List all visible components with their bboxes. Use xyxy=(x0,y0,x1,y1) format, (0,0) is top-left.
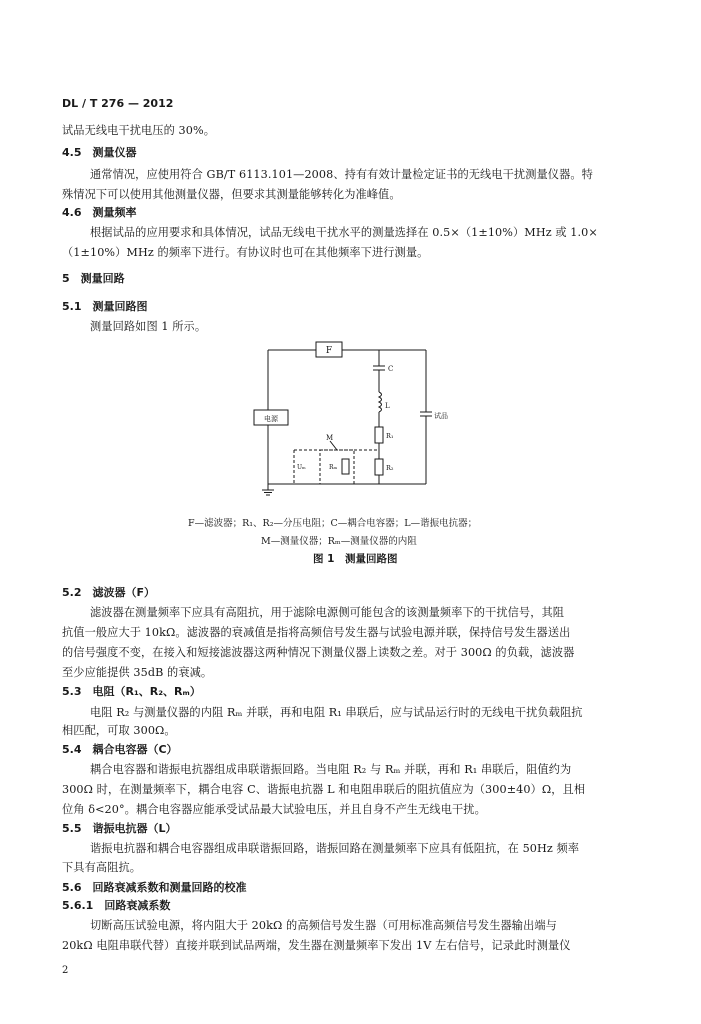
paragraph-line: （1±10%）MHz 的频率下进行。有协议时也可在其他频率下进行测量。 xyxy=(62,246,429,259)
paragraph-line: 耦合电容器和谐振电抗器组成串联谐振回路。当电阻 R₂ 与 Rₘ 并联，再和 R₁ 串联后，阻值约为 xyxy=(90,763,572,776)
paragraph-line: 电阻 R₂ 与测量仪器的内阻 Rₘ 并联，再和电阻 R₁ 串联后，应与试品运行时的无线电干扰负载阻抗 xyxy=(90,706,583,719)
section-heading-4-6: 4.6 测量频率 xyxy=(62,206,137,219)
resistor-r2 xyxy=(375,459,383,475)
paragraph-line: 根据试品的应用要求和具体情况，试品无线电干扰水平的测量选择在 0.5×（1±10%）MHz 或 1.0× xyxy=(90,226,598,239)
resistor-r1 xyxy=(375,427,383,443)
paragraph-line: 20kΩ 电阻串联代替）直接并联到试品两端，发生器在测量频率下发出 1V 左右信号，记录此时测量仪 xyxy=(62,939,571,952)
figure-caption: 图 1 测量回路图 xyxy=(313,553,398,565)
paragraph-line: 滤波器在测量频率下应具有高阻抗，用于滤除电源侧可能包含的该测量频率下的干扰信号，其阻 xyxy=(90,606,565,619)
resistor-rm-label: Rₘ xyxy=(329,464,338,471)
paragraph-line: 位角 δ<20°。耦合电容器应能承受试品最大试验电压，并且自身不产生无线电干扰。 xyxy=(62,803,486,816)
measuring-instrument-label: M xyxy=(326,434,334,442)
section-heading-5-1: 5.1 测量回路图 xyxy=(62,300,148,313)
section-heading-5-2: 5.2 滤波器（F） xyxy=(62,586,156,599)
resistor-r2-label: R₂ xyxy=(386,464,394,472)
section-heading-5: 5 测量回路 xyxy=(62,272,125,285)
paragraph-line: 通常情况，应使用符合 GB/T 6113.101—2008、持有有效计量检定证书的无线电干扰测量仪器。特 xyxy=(90,168,593,181)
instrument-leader-line xyxy=(330,441,337,450)
resistor-r1-label: R₁ xyxy=(386,432,394,440)
measurement-circuit-diagram xyxy=(250,338,460,506)
inductor-l xyxy=(379,392,382,412)
figure-legend: M—测量仪器；Rₘ—测量仪器的内阻 xyxy=(261,536,417,547)
paragraph-line: 的信号强度不变，在接入和短接滤波器这两种情况下测量仪器上读数之差。对于 300Ω 的负载，滤波器 xyxy=(62,646,575,659)
section-heading-5-6: 5.6 回路衰减系数和测量回路的校准 xyxy=(62,881,247,894)
paragraph-line: 300Ω 时，在测量频率下，耦合电容 C、谐振电抗器 L 和电阻串联后的阻抗值应为（300±40）Ω，且相 xyxy=(62,783,586,796)
paragraph-line: 抗值一般应大于 10kΩ。滤波器的衰减值是指将高频信号发生器与试验电源并联，保持信号发生器送出 xyxy=(62,626,571,639)
section-heading-4-5: 4.5 测量仪器 xyxy=(62,146,137,159)
paragraph-line: 测量回路如图 1 所示。 xyxy=(90,320,207,333)
specimen-label: 试品 xyxy=(434,412,448,420)
paragraph-line: 殊情况下可以使用其他测量仪器，但要求其测量能够转化为准峰值。 xyxy=(62,188,401,201)
paragraph-line: 相匹配，可取 300Ω。 xyxy=(62,724,176,737)
section-heading-5-4: 5.4 耦合电容器（C） xyxy=(62,743,178,756)
section-heading-5-6-1: 5.6.1 回路衰减系数 xyxy=(62,899,171,912)
paragraph-line: 谐振电抗器和耦合电容器组成串联谐振回路，谐振回路在测量频率下应具有低阻抗，在 50Hz 频率 xyxy=(90,842,580,855)
figure-legend: F—滤波器；R₁、R₂—分压电阻；C—耦合电容器；L—谐振电抗器； xyxy=(188,518,478,529)
paragraph-line: 试品无线电干扰电压的 30%。 xyxy=(62,124,215,137)
standard-code: DL / T 276 — 2012 xyxy=(62,97,174,110)
capacitor-c-label: C xyxy=(388,365,394,373)
inductor-l-label: L xyxy=(385,402,390,410)
section-heading-5-3: 5.3 电阻（R₁、R₂、Rₘ） xyxy=(62,685,201,698)
resistor-rm xyxy=(342,459,349,474)
paragraph-line: 至少应能提供 35dB 的衰减。 xyxy=(62,666,213,679)
um-label: Uₘ xyxy=(297,464,306,471)
paragraph-line: 切断高压试验电源，将内阻大于 20kΩ 的高频信号发生器（可用标准高频信号发生器输出端与 xyxy=(90,919,557,932)
page-number: 2 xyxy=(62,965,69,976)
filter-label: F xyxy=(325,346,333,356)
power-source-label: 电源 xyxy=(264,415,278,423)
paragraph-line: 下具有高阻抗。 xyxy=(62,861,142,874)
section-heading-5-5: 5.5 谐振电抗器（L） xyxy=(62,822,177,835)
